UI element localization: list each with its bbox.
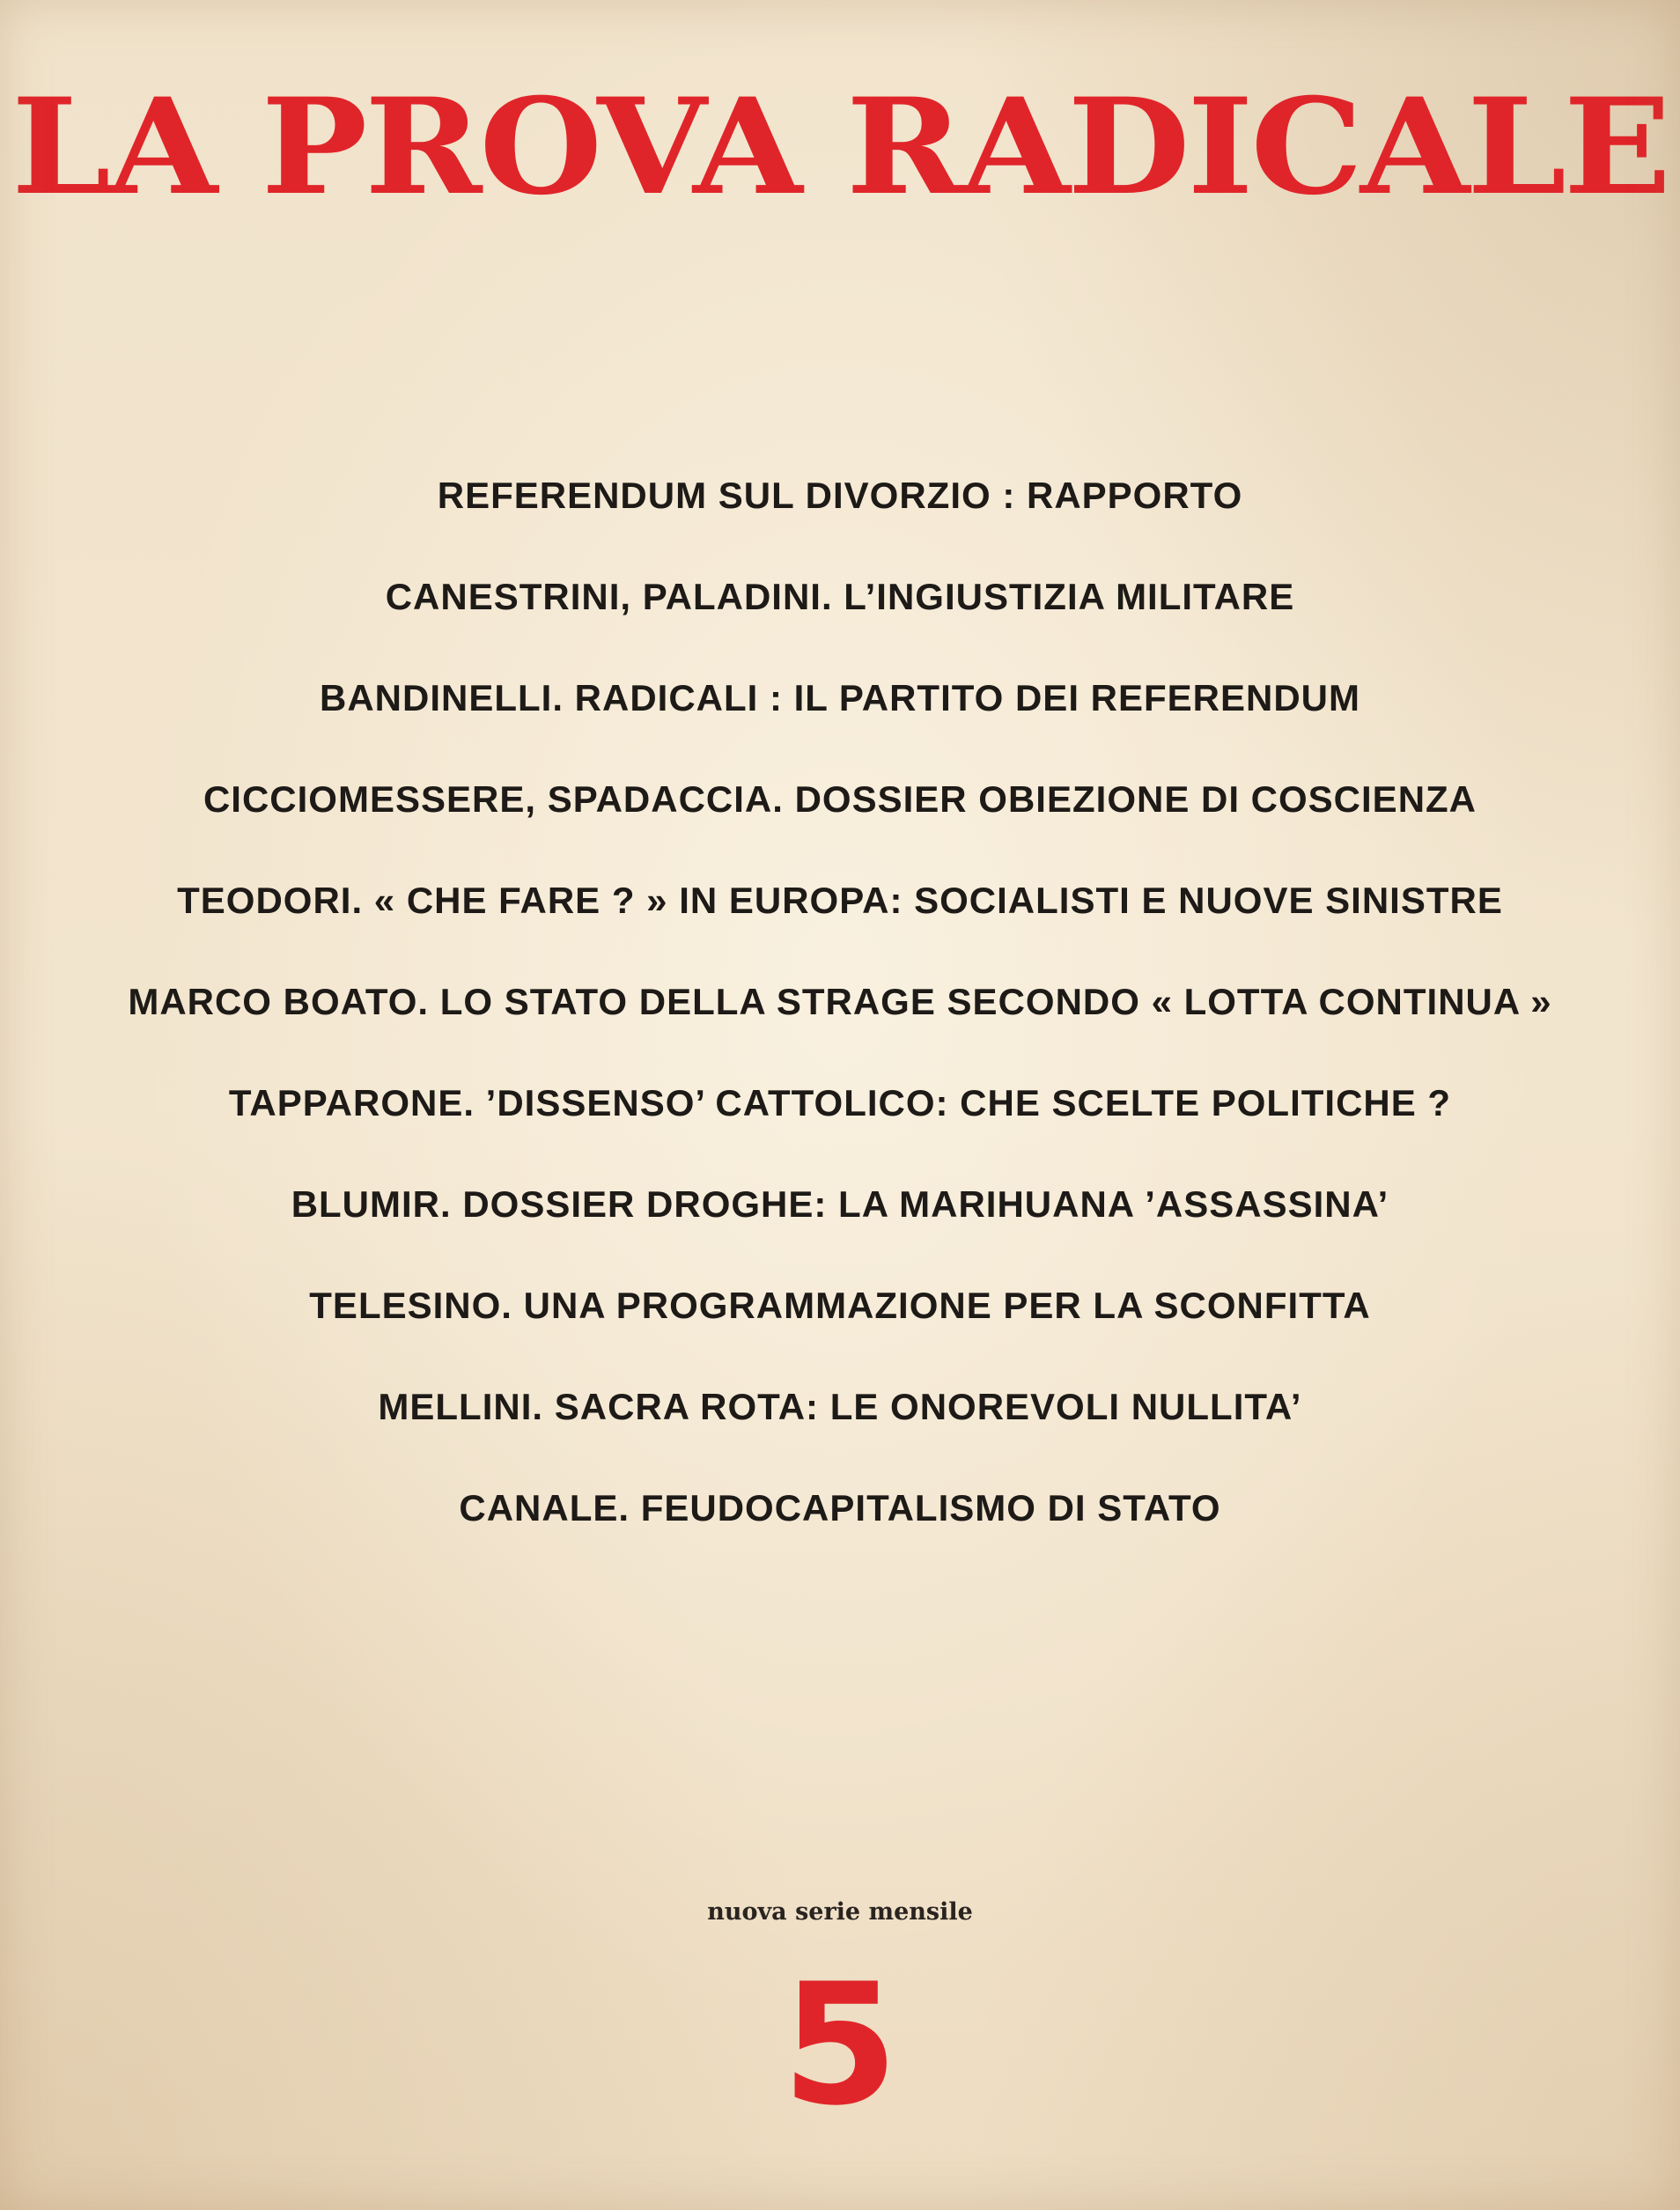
contents-item: TAPPARONE. ’DISSENSO’ CATTOLICO: CHE SCELTE POLITICHE ?	[228, 1082, 1452, 1123]
table-of-contents	[0, 467, 1680, 1580]
contents-item: TEODORI. « CHE FARE ? » IN EUROPA: SOCIALISTI E NUOVE SINISTRE	[177, 880, 1503, 921]
issue-number: 5	[781, 1948, 899, 2142]
series-label: nuova serie mensile	[707, 1898, 973, 1926]
contents-item: BLUMIR. DOSSIER DROGHE: LA MARIHUANA ’ASSASSINA’	[291, 1183, 1389, 1225]
contents-item: MARCO BOATO. LO STATO DELLA STRAGE SECONDO « LOTTA CONTINUA »	[128, 981, 1552, 1022]
contents-item: CICCIOMESSERE, SPADACCIA. DOSSIER OBIEZIONE DI COSCIENZA	[203, 778, 1477, 820]
contents-item: REFERENDUM SUL DIVORZIO : RAPPORTO	[437, 475, 1243, 516]
contents-item: MELLINI. SACRA ROTA: LE ONOREVOLI NULLITA’	[378, 1386, 1302, 1427]
contents-item: BANDINELLI. RADICALI : IL PARTITO DEI REFERENDUM	[320, 677, 1360, 718]
contents-item: CANALE. FEUDOCAPITALISMO DI STATO	[459, 1487, 1221, 1529]
contents-item: TELESINO. UNA PROGRAMMAZIONE PER LA SCONFITTA	[309, 1285, 1371, 1326]
contents-item: CANESTRINI, PALADINI. L’INGIUSTIZIA MILITARE	[385, 576, 1295, 617]
masthead-title: LA PROVA RADICALE	[11, 70, 1669, 225]
